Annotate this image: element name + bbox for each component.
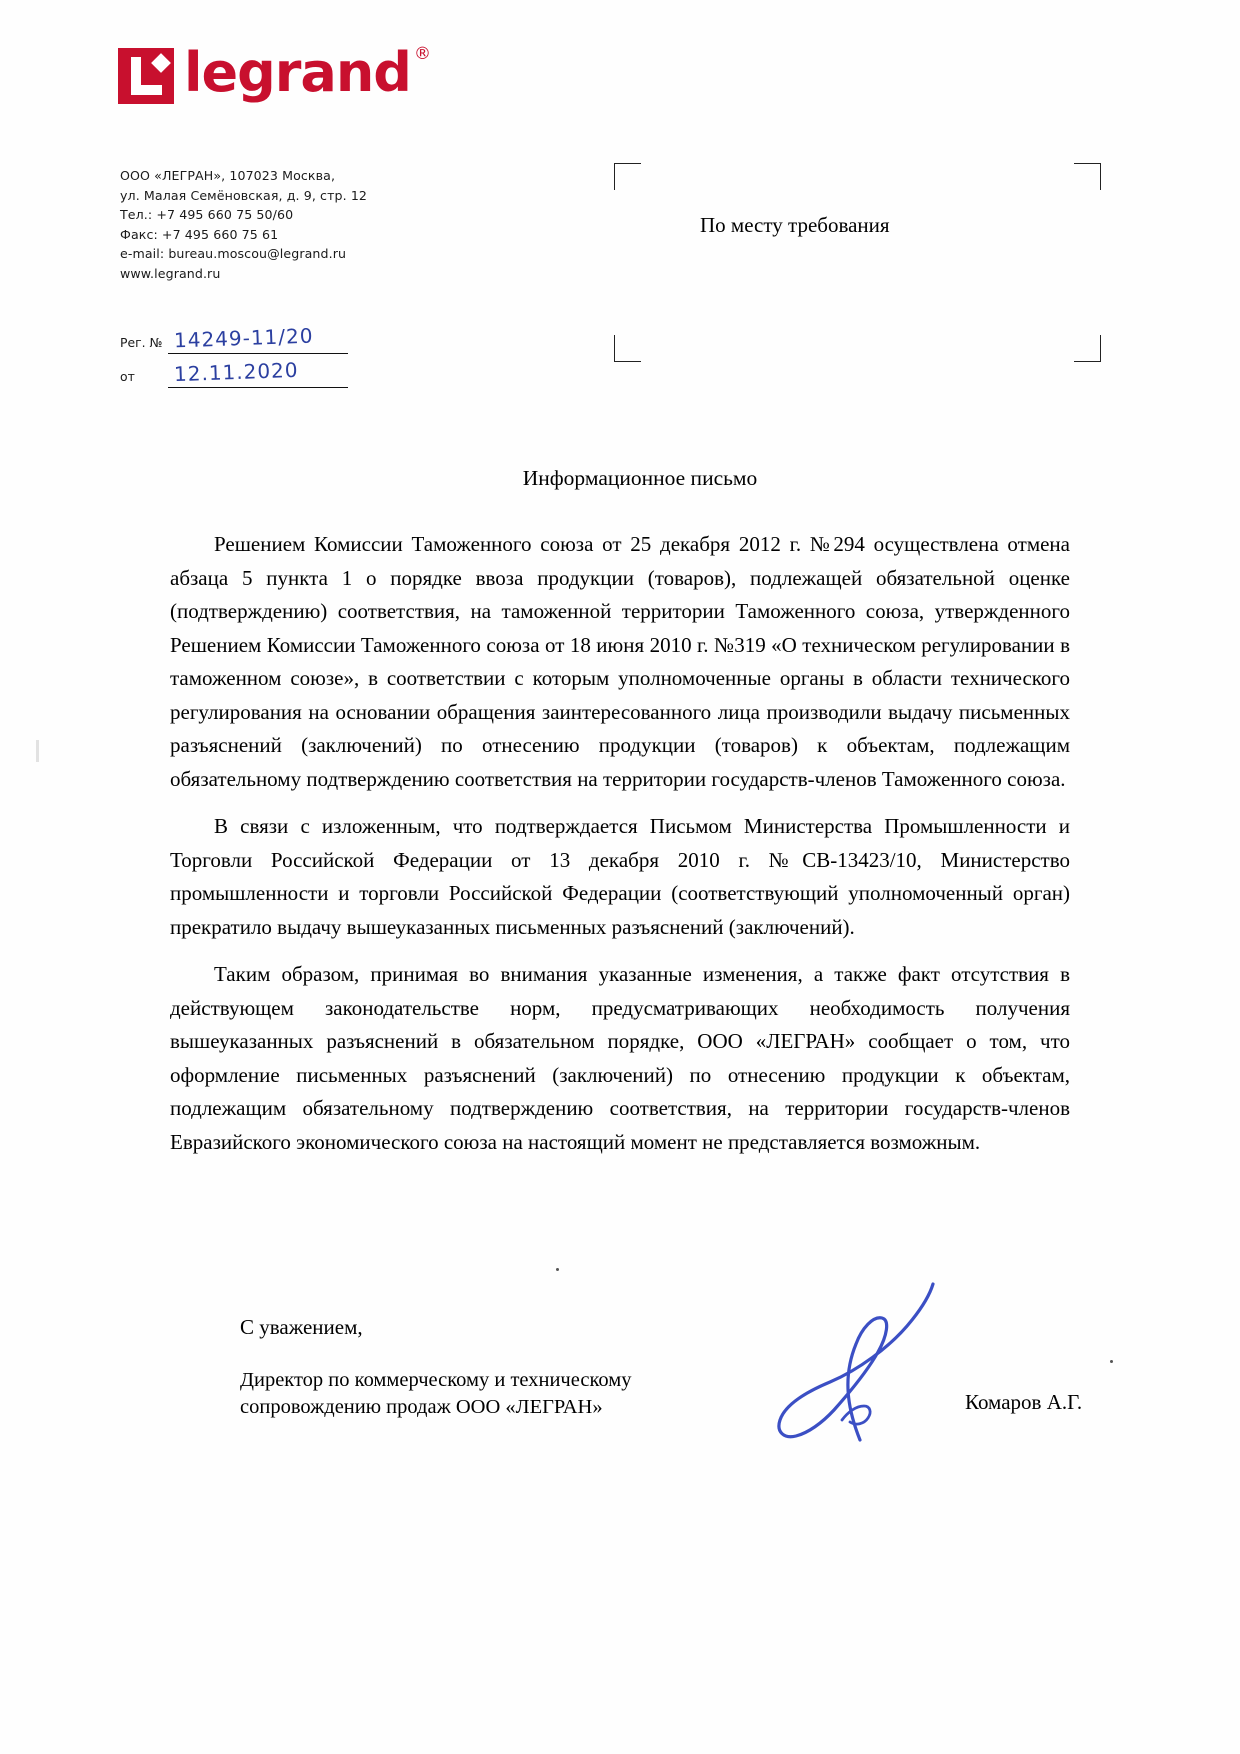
registration-date-value: 12.11.2020 xyxy=(173,357,299,387)
signature-greeting: С уважением, xyxy=(240,1315,363,1339)
addressee-text: По месту требования xyxy=(700,213,890,237)
registration-number-label: Рег. № xyxy=(120,335,163,350)
body-paragraph-1: Решением Комиссии Таможенного союза от 25 декабря 2012 г. №294 осуществлена отмена абзаца 5 пункта 1 о порядке ввоза продукции (товаров), подлежащей обязательной оценке (подтверждению) соответствия, на таможенной территории Таможенного союза, утвержденного Решением Комиссии Таможенного союза от 18 июня 2010 г. №319 «О техническом регулировании в таможенном союзе», в соответствии с которым уполномоченные органы в области технического регулирования на основании обращения заинтересованного лица производили выдачу письменных разъяснений (заключений) по отнесению продукции (товаров) к объектам, подлежащим обязательному подтверждению соответствия на территории государств-членов Таможенного союза. xyxy=(170,532,1070,791)
document-title: Информационное письмо xyxy=(522,466,758,490)
registration-date-label: от xyxy=(120,369,135,384)
addressee-bracket-bottom-right xyxy=(1074,335,1101,362)
sender-details xyxy=(120,166,367,283)
addressee-bracket-top-left xyxy=(614,163,641,190)
legrand-mark-cut xyxy=(151,53,171,73)
registered-trademark-icon: ® xyxy=(413,44,431,64)
body-paragraph-2: В связи с изложенным, что подтверждается Письмом Министерства Промышленности и Торговли Российской Федерации от 13 декабря 2010 г. №СВ-13423/10, Министерство промышленности и торговли Российской Федерации (соответствующий уполномоченный орган) прекратило выдачу вышеуказанных письменных разъяснений (заключений). xyxy=(170,814,1070,939)
sender-line-6: www.legrand.ru xyxy=(120,265,221,281)
registration-number-field[interactable] xyxy=(168,323,348,354)
legrand-wordmark: legrand xyxy=(184,41,411,104)
signatory-name: Комаров А.Г. xyxy=(965,1390,1083,1414)
sender-line-5: e-mail: bureau.moscou@legrand.ru xyxy=(120,246,347,261)
registration-date-row xyxy=(120,354,348,388)
sender-line-4: Факс: +7 495 660 75 61 xyxy=(120,226,279,242)
sender-line-3: Тел.: +7 495 660 75 50/60 xyxy=(120,207,294,222)
registration-number-row xyxy=(120,320,348,354)
registration-block xyxy=(120,320,348,388)
page-speck-2 xyxy=(1110,1360,1113,1363)
sender-line-1: ООО «ЛЕГРАН», 107023 Москва, xyxy=(120,168,336,183)
legrand-logo xyxy=(118,41,431,104)
document-body xyxy=(170,528,1070,1159)
legrand-mark-icon xyxy=(118,48,174,104)
handwritten-signature-icon xyxy=(730,1270,970,1450)
body-paragraph-3: Таким образом, принимая во внимания указанные изменения, а также факт отсутствия в действующем законодательстве норм, предусматривающих необходимость получения вышеуказанных разъяснений в обязательном порядке, ООО «ЛЕГРАН» сообщает о том, что оформление письменных разъяснений (заключений) по отнесению продукции к объектам, подлежащим обязательному подтверждению соответствия, на территории государств-членов Евразийского экономического союза на настоящий момент не представляется возможным. xyxy=(170,962,1070,1154)
addressee-bracket-top-right xyxy=(1074,163,1101,190)
page-speck-1 xyxy=(556,1268,559,1271)
registration-number-value: 14249-11/20 xyxy=(173,323,314,353)
signatory-position: Директор по коммерческому и техническому сопровождению продаж ООО «ЛЕГРАН» xyxy=(240,1369,632,1418)
sender-line-2: ул. Малая Семёновская, д. 9, стр. 12 xyxy=(120,187,368,203)
page-edge-mark xyxy=(36,740,39,762)
registration-date-field[interactable] xyxy=(168,357,348,388)
addressee-bracket-bottom-left xyxy=(614,335,641,362)
